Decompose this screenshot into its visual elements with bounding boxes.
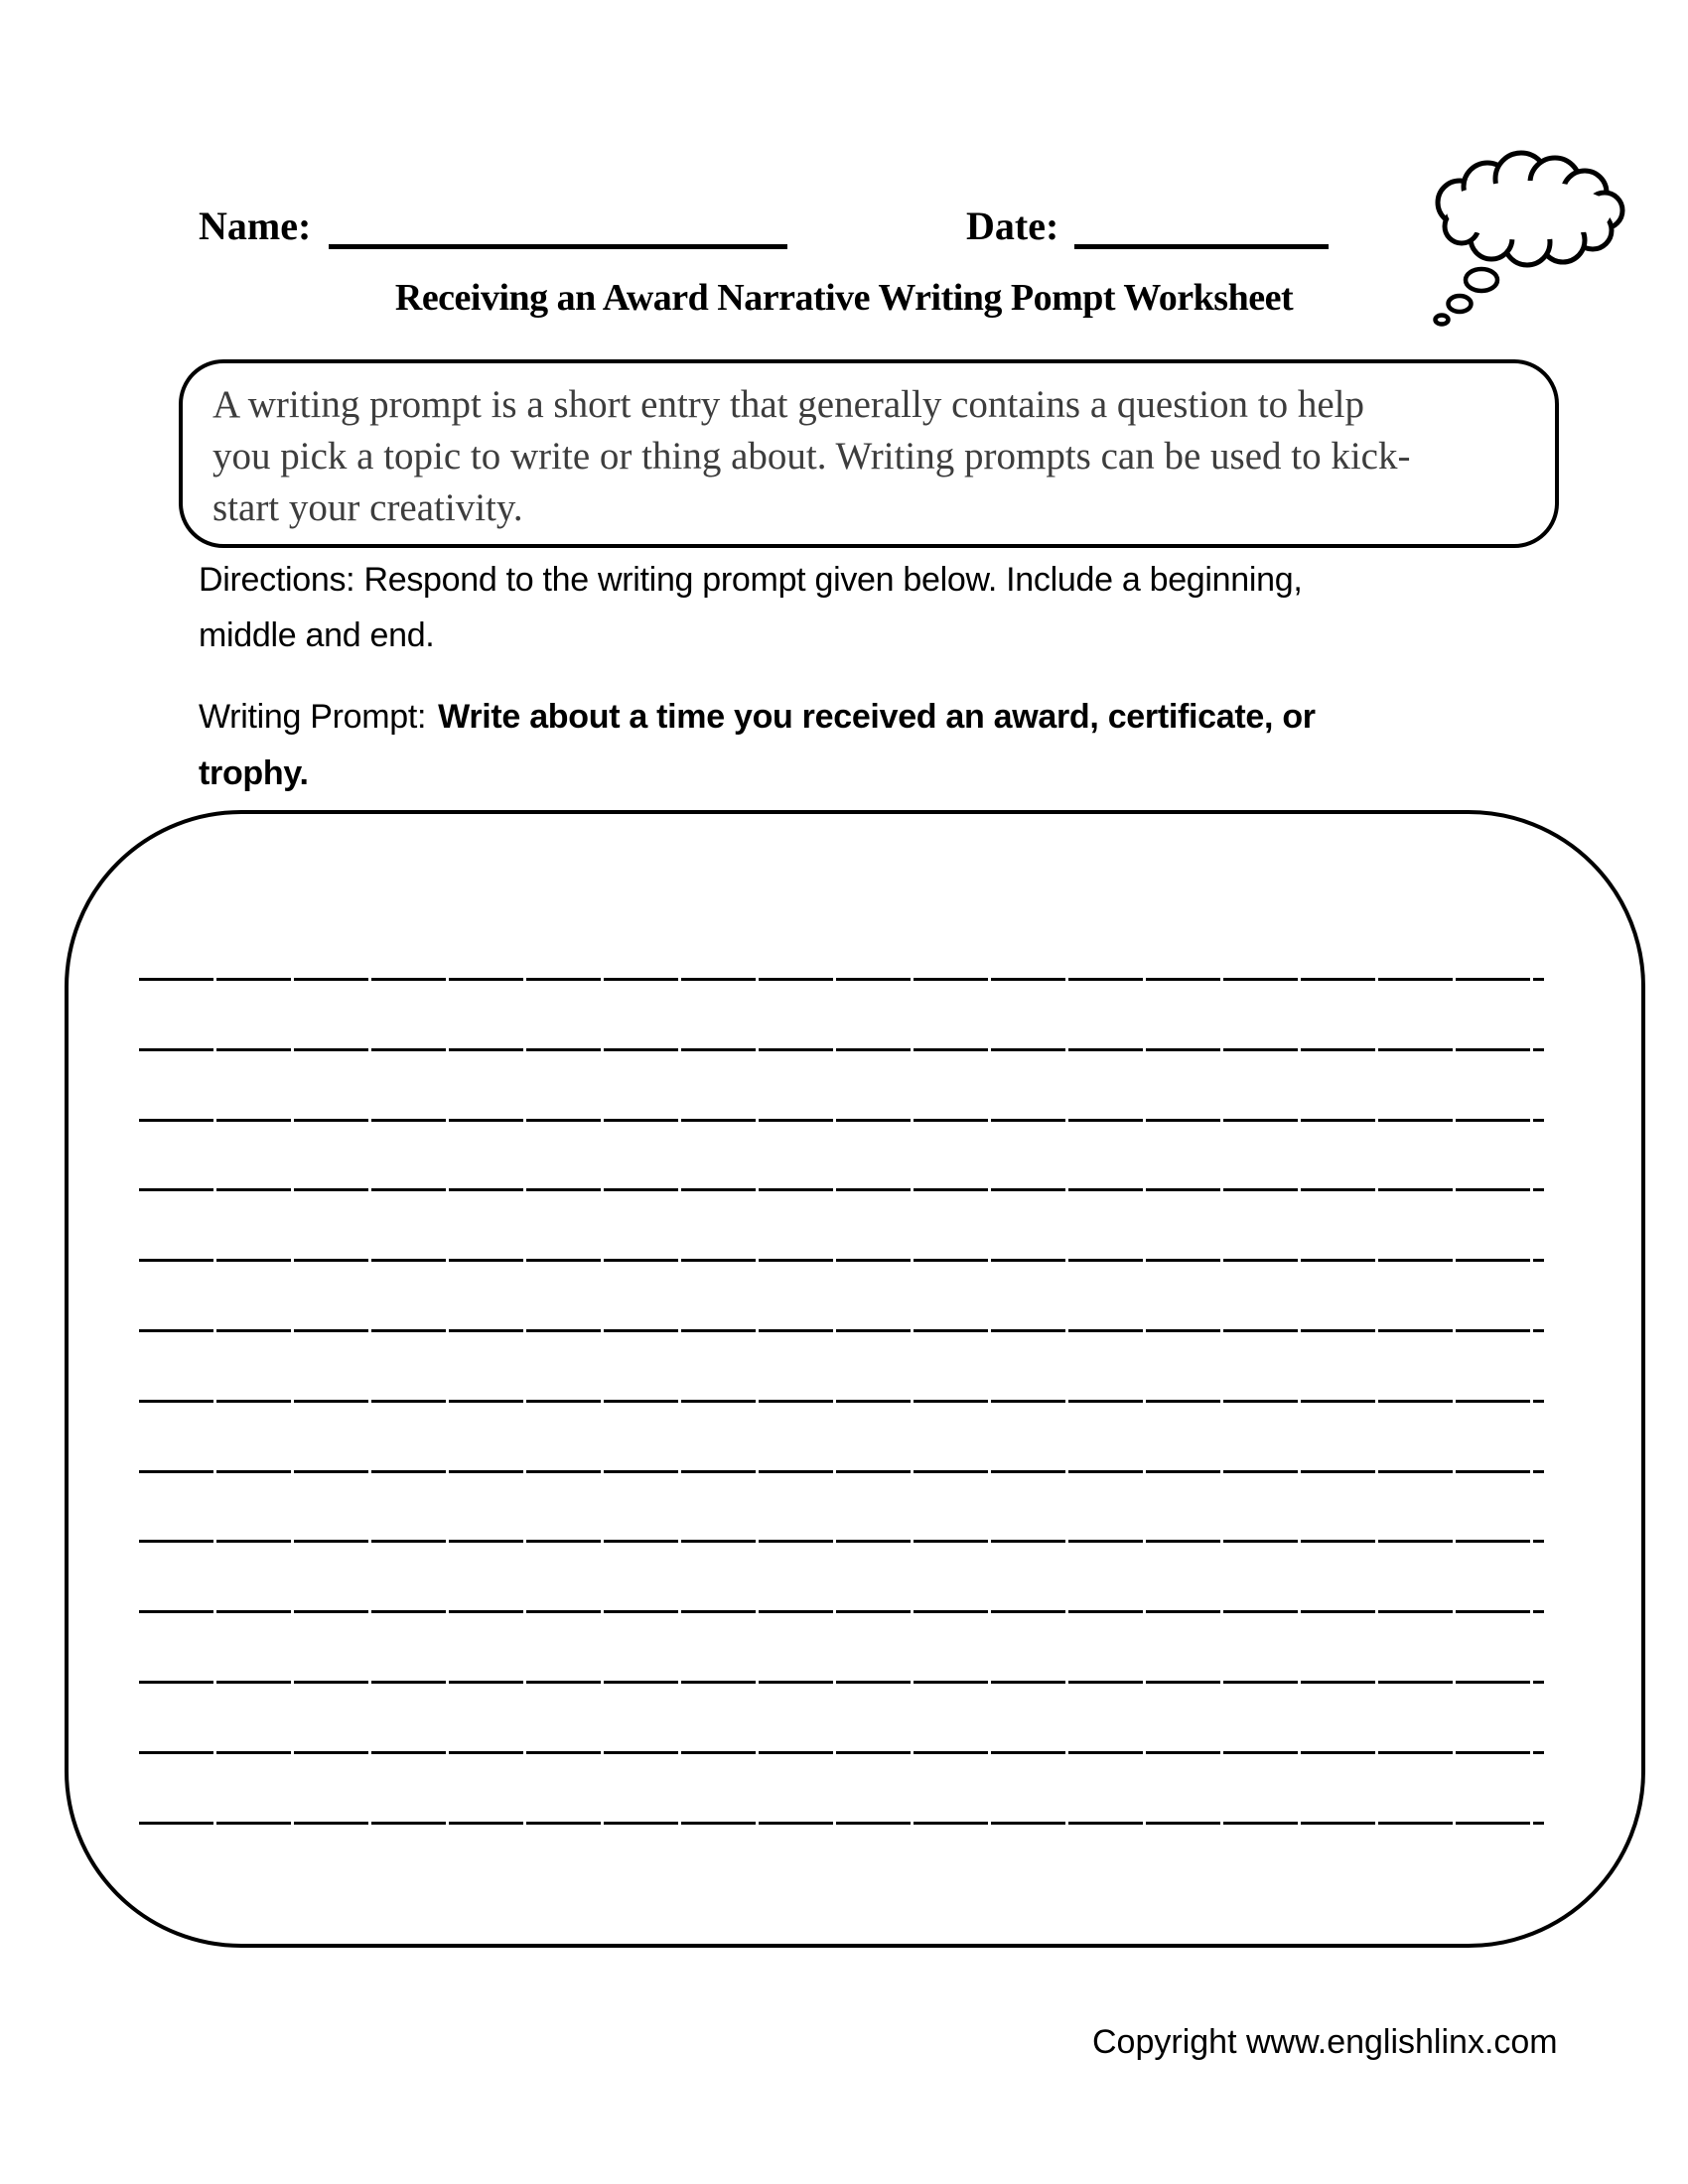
writing-line[interactable] — [139, 1259, 1544, 1262]
name-field — [199, 201, 787, 249]
writing-line[interactable] — [139, 1610, 1544, 1613]
directions-line: Directions: Respond to the writing prompt given below. Include a beginning, — [199, 561, 1303, 599]
writing-line[interactable] — [139, 978, 1544, 981]
page-title: Receiving an Award Narrative Writing Pompt Worksheet — [394, 277, 1294, 319]
intro-line: A writing prompt is a short entry that generally contains a question to help — [212, 383, 1365, 426]
writing-line[interactable] — [139, 1329, 1544, 1332]
writing-line[interactable] — [139, 1751, 1544, 1754]
intro-box — [179, 359, 1559, 548]
writing-line[interactable] — [139, 1400, 1544, 1403]
intro-line: start your creativity. — [212, 486, 523, 529]
writing-prompt — [199, 689, 1316, 802]
date-label: Date: — [966, 204, 1059, 248]
intro-line: you pick a topic to write or thing about. Writing prompts can be used to kick- — [212, 435, 1411, 478]
prompt-label: Writing Prompt: — [199, 698, 427, 736]
writing-line[interactable] — [139, 1119, 1544, 1122]
date-field — [966, 201, 1329, 249]
writing-line[interactable] — [139, 1822, 1544, 1825]
writing-line[interactable] — [139, 1470, 1544, 1473]
name-label: Name: — [199, 204, 312, 248]
prompt-line — [199, 689, 1316, 746]
writing-lines — [139, 978, 1544, 1832]
copyright-text: Copyright www.englishlinx.com — [1092, 2023, 1558, 2061]
date-blank-line[interactable] — [1074, 201, 1329, 249]
writing-line[interactable] — [139, 1188, 1544, 1191]
prompt-text: Write about a time you received an award, certificate, or — [438, 698, 1316, 736]
directions-line: middle and end. — [199, 616, 435, 654]
directions — [199, 552, 1303, 663]
writing-line[interactable] — [139, 1681, 1544, 1684]
prompt-text-continued: trophy. — [199, 754, 309, 792]
writing-line[interactable] — [139, 1540, 1544, 1543]
writing-line[interactable] — [139, 1048, 1544, 1051]
name-blank-line[interactable] — [329, 201, 787, 249]
